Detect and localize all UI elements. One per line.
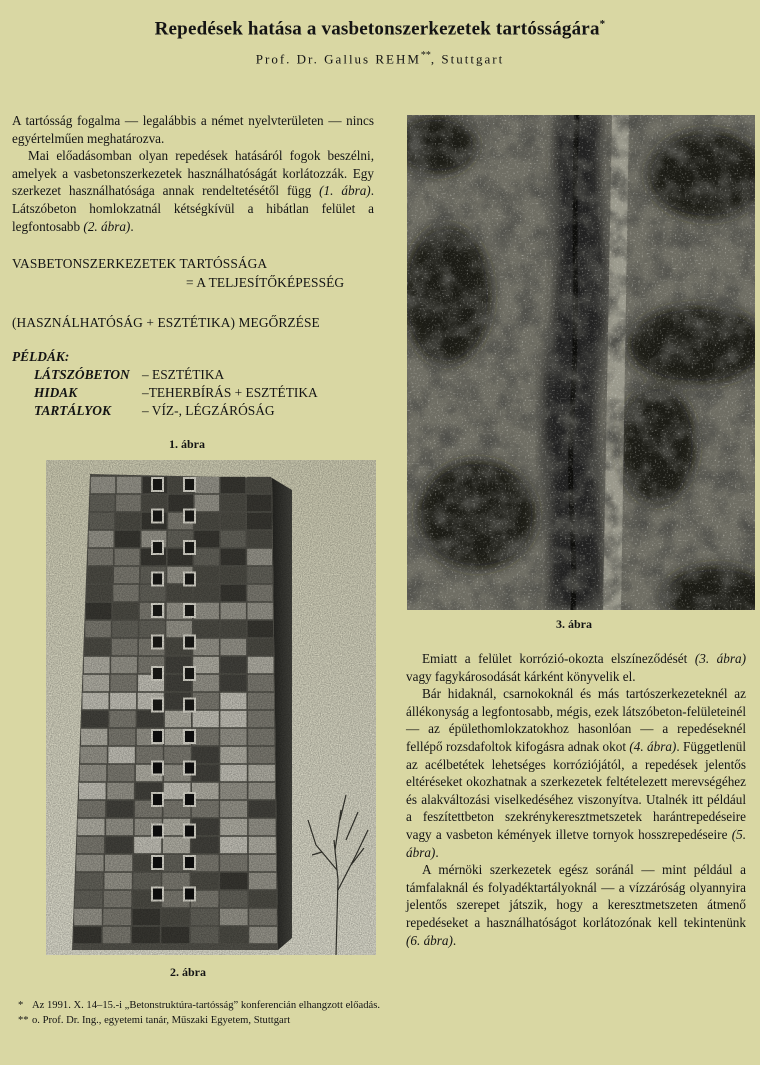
footnote bbox=[18, 1013, 738, 1028]
figure-3-caption: 3. ábra bbox=[556, 617, 592, 631]
text-span: Bár hidaknál, csarnokoknál és más tartószerkezeteknél az állékonyság a legfontosabb, mégis, ezek látszóbeton-felületeinél — az épülethomlokzatokhoz hasonlóan — a repedéseknél fellépő rozsdafoltok kifogásra adnak okot bbox=[406, 686, 746, 754]
example-key: HIDAK bbox=[34, 385, 78, 400]
definition-line-1: VASBETONSZERKEZETEK TARTÓSSÁGA bbox=[12, 256, 268, 271]
footnote-mark: ** bbox=[18, 1015, 29, 1026]
figure-1-caption: 1. ábra bbox=[169, 437, 205, 451]
figure-reference: (2. ábra) bbox=[83, 218, 131, 234]
text-span: vagy fagykárosodását kárként könyvelik el. bbox=[406, 668, 636, 684]
author-footnote-mark: ** bbox=[420, 50, 431, 61]
intro-paragraph-1: A tartósság fogalma — legalábbis a német nyelvterületen — nincs egyértelműen meghatározva. bbox=[12, 113, 374, 146]
example-key: LÁTSZÓBETON bbox=[34, 367, 130, 382]
author-line bbox=[0, 50, 760, 67]
figure-reference: (1. ábra) bbox=[319, 183, 371, 199]
examples-heading: PÉLDÁK: bbox=[12, 349, 70, 364]
body-text-right bbox=[406, 650, 746, 949]
text-span: . bbox=[435, 844, 439, 860]
example-value: – ESZTÉTIKA bbox=[142, 367, 225, 382]
text-span: Emiatt a felület korrózió-okozta elszíneződését bbox=[422, 651, 695, 666]
footnote-text: o. Prof. Dr. Ing., egyetemi tanár, Műszaki Egyetem, Stuttgart bbox=[32, 1015, 291, 1026]
footnotes bbox=[18, 998, 738, 1028]
footnote bbox=[18, 998, 738, 1013]
intro-paragraph-2 bbox=[12, 147, 374, 235]
text-span: . bbox=[452, 932, 457, 948]
body-paragraph-3 bbox=[406, 861, 746, 949]
figure-reference: (6. ábra) bbox=[406, 932, 453, 948]
author-name: Prof. Dr. Gallus REHM bbox=[255, 51, 421, 67]
author-location: , Stuttgart bbox=[430, 51, 505, 67]
example-value: –TEHERBÍRÁS + ESZTÉTIKA bbox=[142, 385, 318, 400]
example-row bbox=[12, 402, 382, 420]
definition-line-2: = A TELJESÍTŐKÉPESSÉG bbox=[186, 275, 345, 290]
footnote-mark: * bbox=[18, 1000, 24, 1011]
text-span: . bbox=[130, 218, 134, 234]
example-value: – VÍZ-, LÉGZÁRÓSÁG bbox=[142, 403, 275, 418]
figure-reference: (5. ábra) bbox=[406, 826, 746, 860]
figure-reference: (4. ábra) bbox=[629, 738, 677, 754]
figure-2-caption: 2. ábra bbox=[170, 965, 206, 979]
title-footnote-mark: * bbox=[599, 18, 606, 30]
footnote-text: Az 1991. X. 14–15.-i „Betonstruktúra-tartósság” konferencián elhangzott előadás. bbox=[32, 1000, 381, 1011]
figure-3-corrosion-photo bbox=[407, 115, 755, 610]
definition-line-3: (HASZNÁLHATÓSÁG + ESZTÉTIKA) MEGŐRZÉSE bbox=[12, 315, 320, 330]
text-span: Mai előadásomban olyan repedések hatásáról fogok beszélni, amelyek a vasbetonszerkezetek használhatóságát korlátozzák. Egy szerkezet használhatósága annak rendeltetésétől függ bbox=[12, 148, 374, 199]
text-span: A mérnöki szerkezetek egész soránál — mint például a támfalaknál és folyadéktartályoknál — a vízzáróság olyannyira jelentős szerepet játszik, hogy a keresztmetszeten átmenő repedéseket a használhatóságot korlátozónak kell tekintenünk bbox=[406, 862, 746, 930]
examples-block bbox=[12, 348, 382, 420]
example-row bbox=[12, 384, 382, 402]
body-paragraph-2 bbox=[406, 685, 746, 861]
text-span: . Függetlenül az acélbetétek lehetséges korróziójától, a repedések jelentős eltéréseket okozhatnak a szerkezetek feltételezett merevségéhez és alakváltozási viselkedéséhez viszonyítva. Utalnék itt például a feszítettbeton szekrénykeresztmetszetek harántrepedéseire vagy a vasbeton kémények illetve tornyok hosszrepedéseire bbox=[406, 738, 746, 842]
title-text: Repedések hatása a vasbetonszerkezetek tartósságára bbox=[154, 18, 600, 40]
example-row bbox=[12, 366, 382, 384]
example-key: TARTÁLYOK bbox=[34, 403, 111, 418]
intro-text bbox=[12, 112, 374, 235]
figure-2-building-photo bbox=[46, 460, 376, 955]
body-paragraph-1 bbox=[406, 650, 746, 685]
article-title bbox=[0, 18, 760, 40]
figure-reference: (3. ábra) bbox=[694, 651, 746, 666]
text-span: . Látszóbeton homlokzatnál kétségkívül a hibátlan felület a legfontosabb bbox=[12, 183, 374, 234]
